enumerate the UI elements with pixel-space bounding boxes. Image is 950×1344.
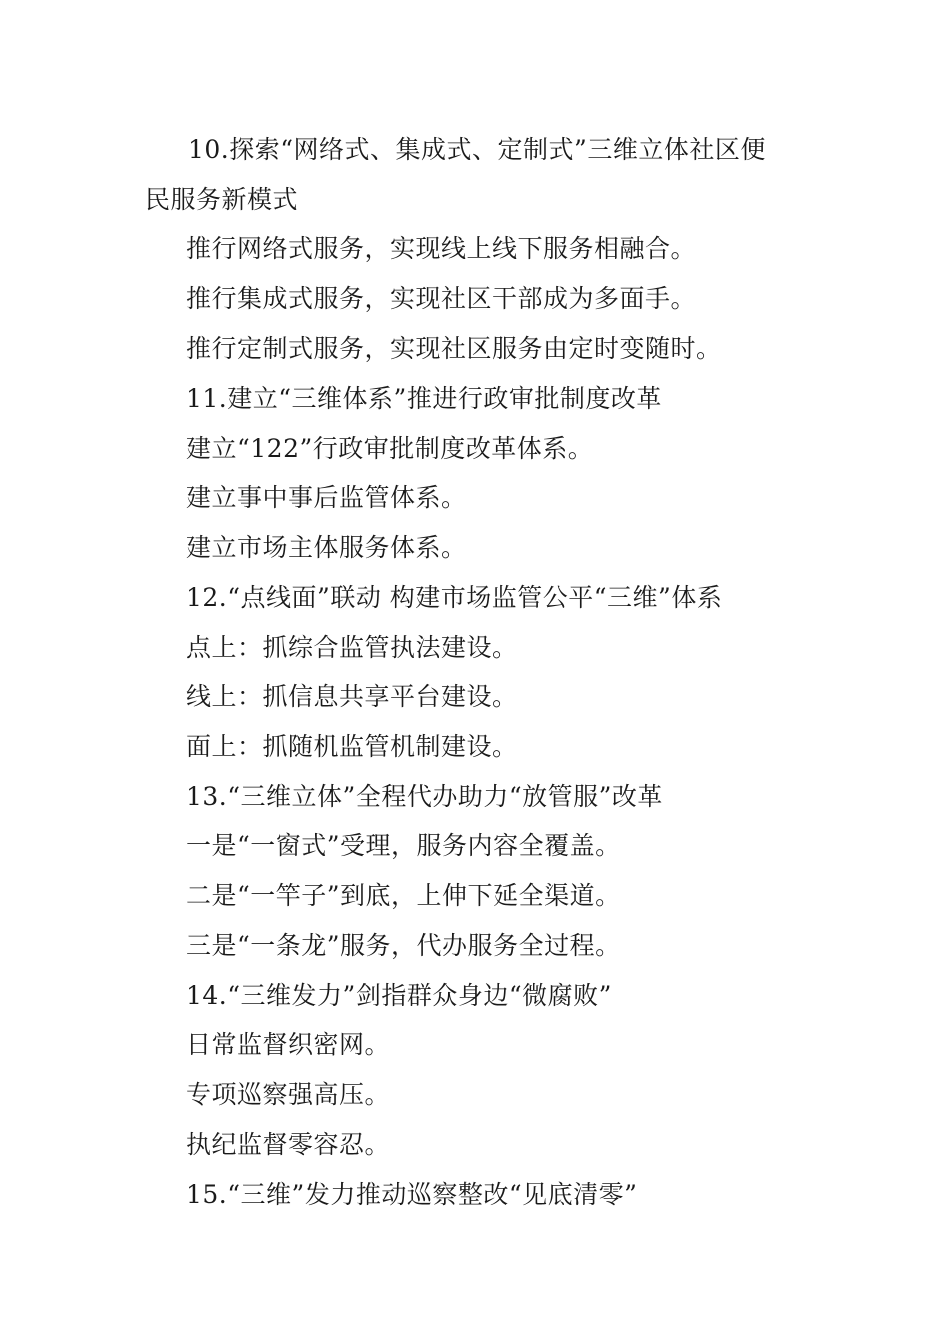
paragraph-line: 建立市场主体服务体系。 <box>186 533 467 562</box>
heading-14: 14.“三维发力”剑指群众身边“微腐败” <box>186 981 612 1010</box>
paragraph-line: 线上：抓信息共享平台建设。 <box>186 682 518 711</box>
paragraph-line: 日常监督织密网。 <box>186 1030 391 1059</box>
paragraph-line: 推行定制式服务，实现社区服务由定时变随时。 <box>186 334 722 363</box>
paragraph-line: 建立事中事后监管体系。 <box>186 483 467 512</box>
paragraph-line: 面上：抓随机监管机制建设。 <box>186 732 518 761</box>
heading-10-line-1: 10.探索“网络式、集成式、定制式”三维立体社区便 <box>188 135 766 164</box>
heading-13: 13.“三维立体”全程代办助力“放管服”改革 <box>186 782 663 811</box>
paragraph-line: 推行网络式服务，实现线上线下服务相融合。 <box>186 234 697 263</box>
paragraph-line: 专项巡察强高压。 <box>186 1080 391 1109</box>
heading-11: 11.建立“三维体系”推进行政审批制度改革 <box>186 384 662 413</box>
paragraph-line: 二是“一竿子”到底，上伸下延全渠道。 <box>186 881 621 910</box>
paragraph-line: 推行集成式服务，实现社区干部成为多面手。 <box>186 284 697 313</box>
paragraph-line: 一是“一窗式”受理，服务内容全覆盖。 <box>186 831 621 860</box>
paragraph-line: 三是“一条龙”服务，代办服务全过程。 <box>186 931 621 960</box>
heading-15: 15.“三维”发力推动巡察整改“见底清零” <box>186 1180 638 1209</box>
paragraph-line: 执纪监督零容忍。 <box>186 1130 391 1159</box>
paragraph-line: 点上：抓综合监管执法建设。 <box>186 633 518 662</box>
heading-12: 12.“点线面”联动 构建市场监管公平“三维”体系 <box>186 583 723 612</box>
paragraph-line: 建立“122”行政审批制度改革体系。 <box>186 434 594 463</box>
heading-10-line-2: 民服务新模式 <box>145 185 299 214</box>
